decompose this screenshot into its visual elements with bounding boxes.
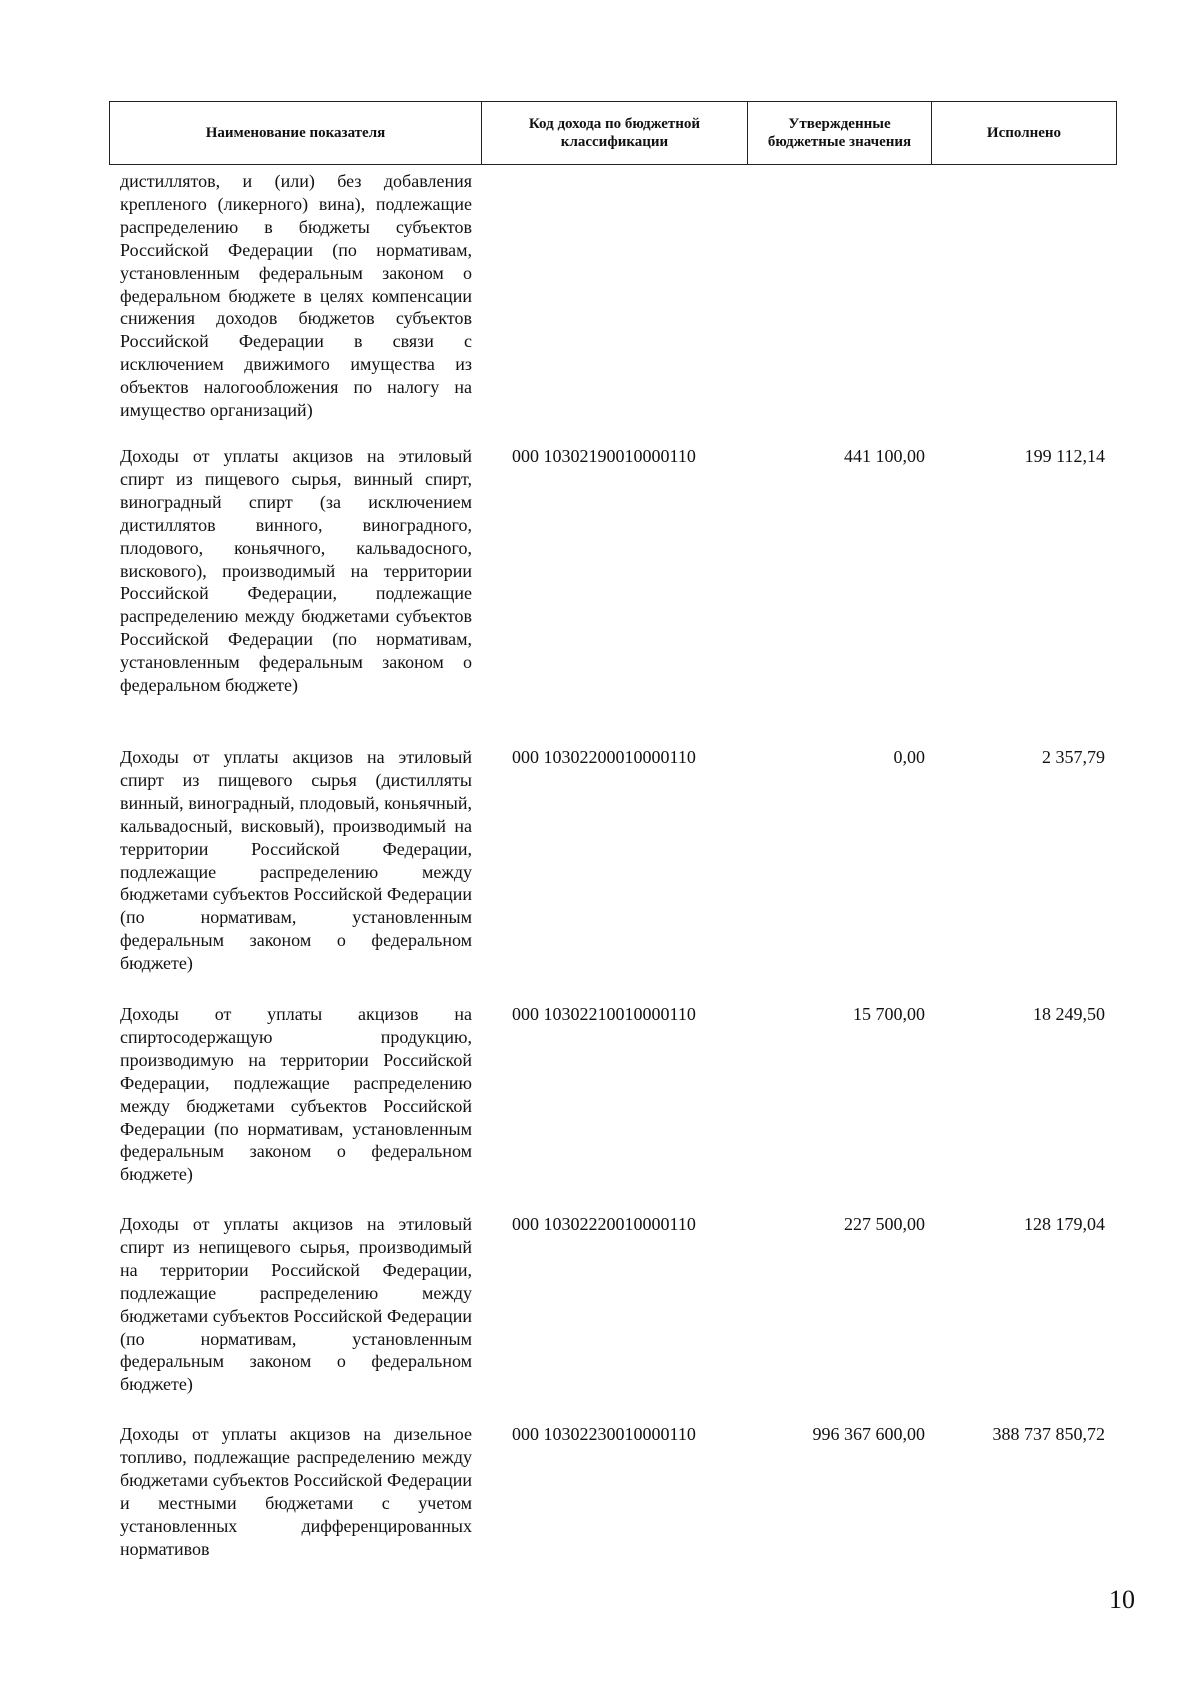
row-code: 000 10302230010000110: [512, 1424, 696, 1444]
row-name: Доходы от уплаты акцизов на этиловый спирт из пищевого сырья, винный спирт, виноградный спирт (за исключением дистиллятов винного, виноградного, плодового, коньячного, кальвадосного, вискового), производимый на территории Российской Федерации, подлежащие распределению между бюджетами субъектов Российской Федерации (по нормативам, установленным федеральным законом о федеральном бюджете): [120, 446, 472, 696]
row-plan: 15 700,00: [853, 1004, 925, 1024]
header-code: Код дохода по бюджетной классификации: [482, 102, 748, 164]
header-name: Наименование показателя: [110, 102, 482, 164]
row-name: Доходы от уплаты акцизов на спиртосодержащую продукцию, производимую на территории Российской Федерации, подлежащие распределению между бюджетами субъектов Российской Федерации (по нормативам, установленным федеральным законом о федеральном бюджете): [120, 1004, 472, 1185]
row-code: 000 10302220010000110: [512, 1214, 696, 1234]
row-done: 199 112,14: [1024, 446, 1105, 466]
row-code: 000 10302210010000110: [512, 1004, 696, 1024]
row-name: дистиллятов, и (или) без добавления крепленого (ликерного) вина), подлежащие распределению в бюджеты субъектов Российской Федерации (по нормативам, установленным федеральным законом о федеральном бюджете в целях компенсации снижения доходов бюджетов субъектов Российской Федерации в связи с исключением движимого имущества из объектов налогообложения по налогу на имущество организаций): [120, 171, 472, 421]
row-done: 2 357,79: [1042, 747, 1105, 767]
row-name: Доходы от уплаты акцизов на этиловый спирт из пищевого сырья (дистилляты винный, виноградный, плодовый, коньячный, кальвадосный, висковый), производимый на территории Российской Федерации, подлежащие распределению между бюджетами субъектов Российской Федерации (по нормативам, установленным федеральным законом о федеральном бюджете): [120, 747, 472, 974]
row-done: 18 249,50: [1033, 1004, 1105, 1024]
row-plan: 227 500,00: [844, 1214, 925, 1234]
row-done: 128 179,04: [1024, 1214, 1105, 1234]
row-plan: 996 367 600,00: [812, 1424, 925, 1444]
row-code: 000 10302200010000110: [512, 747, 696, 767]
page-number: 10: [1109, 1585, 1135, 1614]
row-name: Доходы от уплаты акцизов на дизельное топливо, подлежащие распределению между бюджетами субъектов Российской Федерации и местными бюджетами с учетом установленных дифференцированных нормативов: [120, 1424, 472, 1559]
row-done: 388 737 850,72: [992, 1424, 1105, 1444]
row-name: Доходы от уплаты акцизов на этиловый спирт из непищевого сырья, производимый на территории Российской Федерации, подлежащие распределению между бюджетами субъектов Российской Федерации (по нормативам, установленным федеральным законом о федеральном бюджете): [120, 1214, 472, 1395]
header-plan: Утвержденные бюджетные значения: [748, 102, 932, 164]
table-header: [109, 101, 1117, 165]
row-plan: 441 100,00: [844, 446, 925, 466]
row-code: 000 10302190010000110: [512, 446, 696, 466]
header-done: Исполнено: [986, 125, 1062, 141]
row-plan: 0,00: [893, 747, 925, 767]
